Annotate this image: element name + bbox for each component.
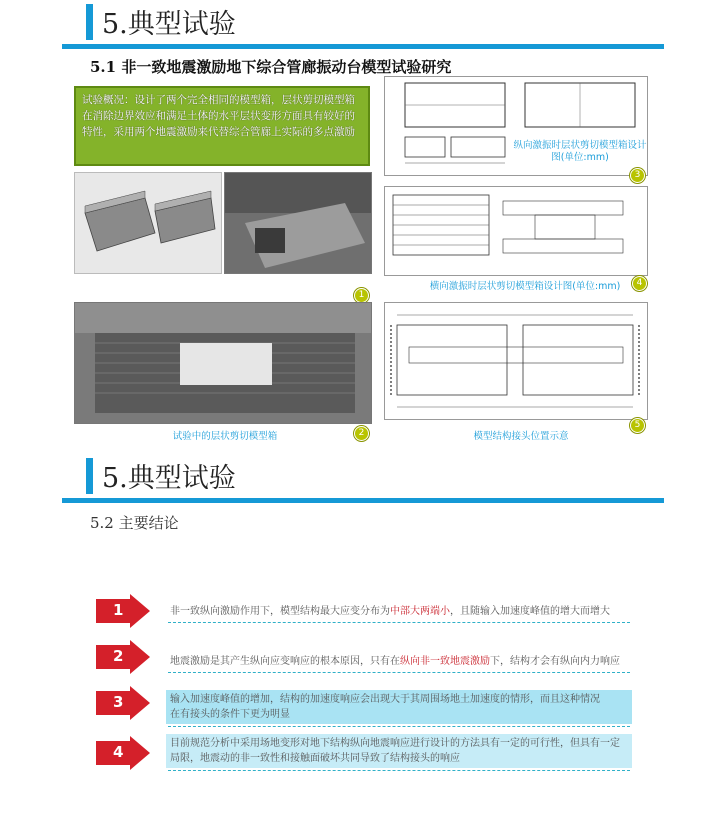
section1-title: 5.典型试验	[102, 9, 236, 40]
conclusion-1-highlight: 中部大两端小	[390, 606, 450, 617]
drawing-joint-positions	[384, 302, 648, 420]
conclusion-4-line2: 局限，地震动的非一致性和接触面破坏共同导致了结构接头的响应	[170, 753, 460, 764]
section1-subtitle: 5.1 非一致地震激励地下综合管廊振动台模型试验研究	[90, 58, 452, 76]
badge-4: 4	[632, 276, 647, 291]
conclusion-number: 3	[113, 693, 124, 711]
section1-header	[0, 0, 712, 52]
section2-title: 5.典型试验	[102, 463, 236, 494]
shear-box-photo	[74, 302, 372, 424]
title-accent-bar	[86, 4, 93, 40]
title-underline	[62, 498, 664, 503]
badge-3: 3	[630, 168, 645, 183]
conclusion-number: 1	[113, 601, 124, 619]
dashed-divider	[168, 622, 630, 623]
conclusion-number: 2	[113, 647, 124, 665]
conclusion-4-line1: 目前规范分析中采用场地变形对地下结构纵向地震响应进行设计的方法具有一定的可行性，但具有一定	[170, 738, 620, 749]
conclusion-2-pre: 地震激励是其产生纵向应变响应的根本原因，只有在	[170, 656, 400, 667]
conclusion-2-highlight: 纵向非一致地震激励	[400, 656, 490, 667]
conclusion-2-text	[170, 654, 640, 669]
section2-subtitle: 5.2 主要结论	[90, 514, 179, 532]
drawing-transverse-box	[384, 186, 648, 276]
conclusion-3-line2: 在有接头的条件下更为明显	[170, 709, 290, 720]
conclusion-3-text	[170, 692, 640, 722]
conclusion-1-pre: 非一致纵向激励作用下，模型结构最大应变分布为	[170, 606, 390, 617]
badge-2: 2	[354, 426, 369, 441]
conclusion-2-post: 下，结构才会有纵向内力响应	[490, 656, 620, 667]
caption-5: 模型结构接头位置示意	[473, 431, 569, 442]
conclusion-1-text	[170, 604, 640, 619]
badge-5: 5	[630, 418, 645, 433]
section2-header	[0, 454, 712, 506]
caption-2: 试验中的层状剪切模型箱	[172, 431, 278, 442]
conclusion-3-line1: 输入加速度峰值的增加，结构的加速度响应会出现大于其周围场地土加速度的情形，而且这种情况	[170, 694, 600, 705]
conclusion-1-post: ，且随输入加速度峰值的增大而增大	[450, 606, 610, 617]
model-box-render	[74, 172, 222, 274]
title-accent-bar	[86, 458, 93, 494]
conclusion-number: 4	[113, 743, 124, 761]
badge-1: 1	[354, 288, 369, 303]
lab-photo	[224, 172, 372, 274]
dashed-divider	[168, 726, 630, 727]
dashed-divider	[168, 770, 630, 771]
overview-box: 试验概况：设计了两个完全相同的模型箱，层状剪切模型箱在消除边界效应和满足土体的水平层状变形方面具有较好的特性，采用两个地震激励来代替综合管廊上实际的多点激励	[74, 86, 370, 166]
conclusion-4-text	[170, 736, 640, 766]
dashed-divider	[168, 672, 630, 673]
title-underline	[62, 44, 664, 49]
caption-4: 横向激振时层状剪切模型箱设计图(单位:mm)	[429, 281, 621, 292]
caption-3: 纵向激振时层状剪切模型箱设计图(单位:mm)	[513, 140, 647, 163]
